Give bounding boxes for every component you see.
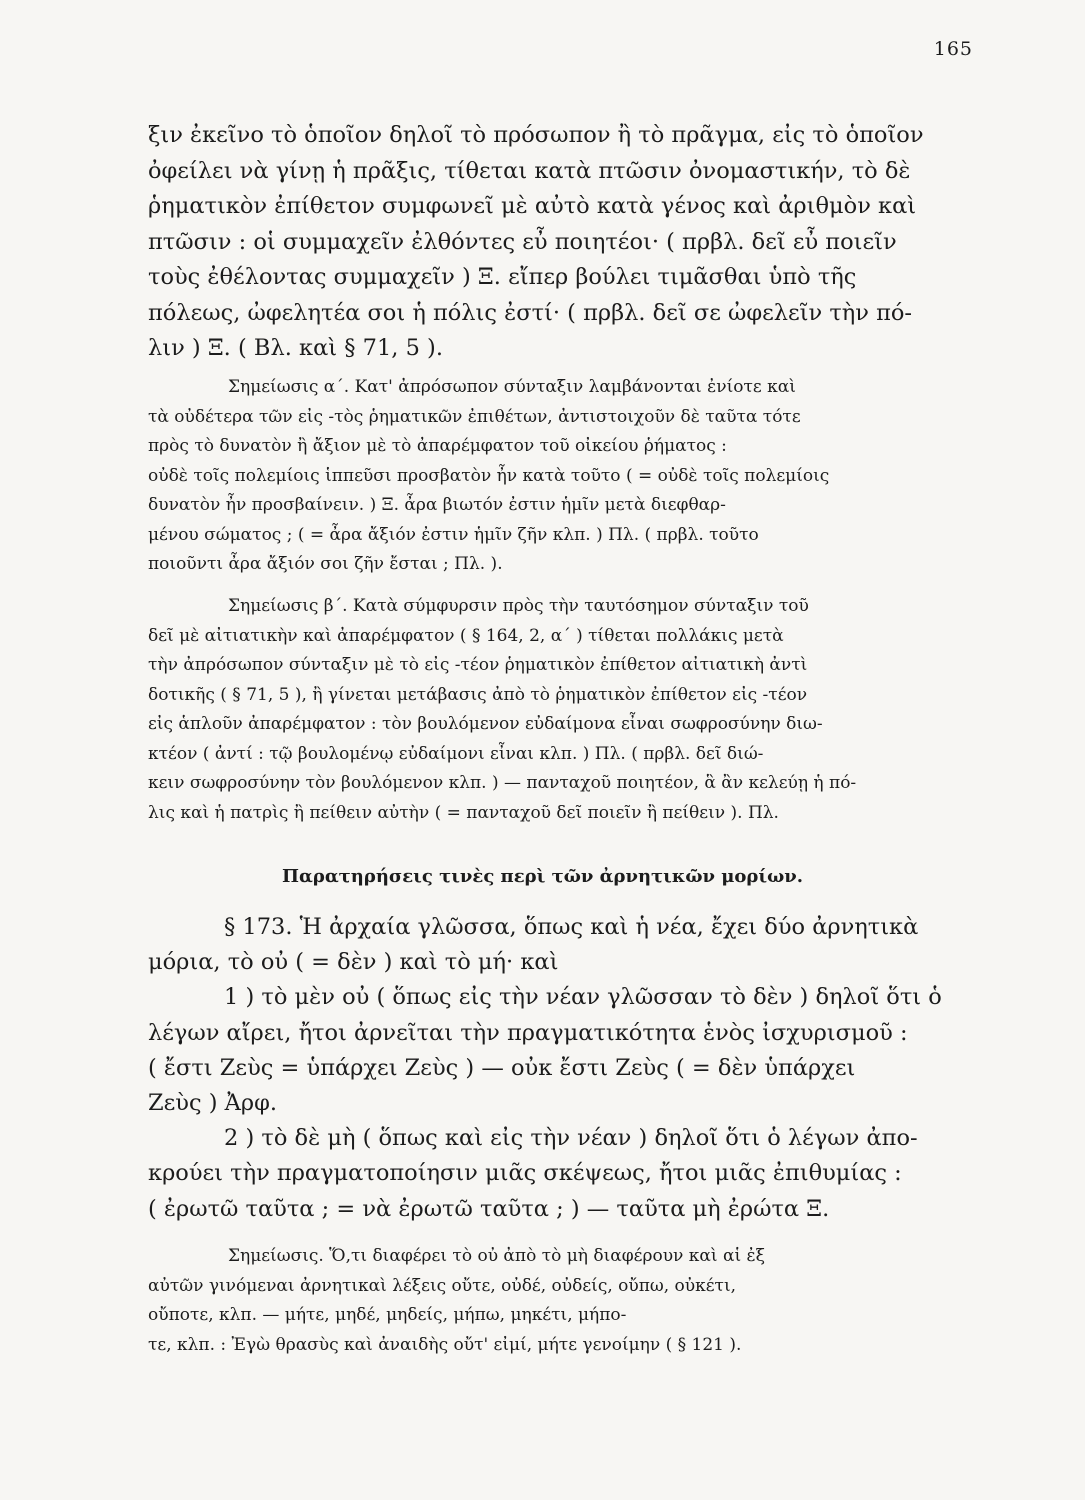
text-line: Ζεὺς ) Ἀρφ. [148,1090,278,1117]
note-line: οὐδὲ τοῖς πολεμίοις ἱππεῦσι προσβατὸν ἦν κατὰ τοῦτο ( = οὐδὲ τοῖς πολεμίοις [148,465,830,486]
note-beta [148,592,980,828]
note-line: τε, κλπ. : Ἐγὼ θρασὺς καὶ ἀναιδὴς οὔτ' εἰμί, μήτε γενοίμην ( § 121 ). [148,1334,742,1355]
text-line: ῥηματικὸν ἐπίθετον συμφωνεῖ μὲ αὐτὸ κατὰ γένος καὶ ἀριθμὸν καὶ [148,193,917,219]
note-line: τὰ οὐδέτερα τῶν εἰς -τὸς ῥηματικῶν ἐπιθέτων, ἀντιστοιχοῦν δὲ ταῦτα τότε [148,406,801,427]
text-line: λιν ) Ξ. ( Βλ. καὶ § 71, 5 ). [148,335,443,361]
note-line: ποιοῦντι ἆρα ἄξιόν σοι ζῆν ἔσται ; Πλ. ). [148,554,503,574]
note-line: αὐτῶν γινόμεναι ἀρνητικαὶ λέξεις οὔτε, οὐδέ, οὐδείς, οὔπω, οὐκέτι, [148,1275,737,1296]
text-line: ( ἔστι Ζεὺς = ὑπάρχει Ζεὺς ) — οὐκ ἔστι Ζεὺς ( = δὲν ὑπάρχει [148,1054,856,1081]
text-line: 1 ) τὸ μὲν οὐ ( ὅπως εἰς τὴν νέαν γλῶσσαν τὸ δὲν ) δηλοῖ ὅτι ὁ [224,984,942,1011]
note-line: Σημείωσις β΄. Κατὰ σύμφυρσιν πρὸς τὴν ταυτόσημον σύνταξιν τοῦ [228,596,809,616]
note-line: δεῖ μὲ αἰτιατικὴν καὶ ἀπαρέμφατον ( § 164, 2, α΄ ) τίθεται πολλάκις μετὰ [148,625,784,646]
note-line: πρὸς τὸ δυνατὸν ἢ ἄξιον μὲ τὸ ἀπαρέμφατον τοῦ οἰκείου ῥήματος : [148,436,727,456]
note-line: Σημείωσις. Ὅ,τι διαφέρει τὸ οὐ ἀπὸ τὸ μὴ διαφέρουν καὶ αἱ ἐξ [228,1246,766,1266]
page-number: 165 [933,38,973,60]
paragraph-section-173 [148,910,980,1227]
note-line: δοτικῆς ( § 71, 5 ), ἢ γίνεται μετάβασις ἀπὸ τὸ ῥηματικὸν ἐπίθετον εἰς -τέον [148,684,808,705]
text-line: τοὺς ἐθέλοντας συμμαχεῖν ) Ξ. εἴπερ βούλει τιμᾶσθαι ὑπὸ τῆς [148,264,857,290]
note-line: εἰς ἁπλοῦν ἀπαρέμφατον : τὸν βουλόμενον εὐδαίμονα εἶναι σωφροσύνην διω- [148,714,823,734]
note-line: οὔποτε, κλπ. — μήτε, μηδέ, μηδείς, μήπω, μηκέτι, μήπο- [148,1305,627,1325]
note-line: Σημείωσις α΄. Κατ' ἀπρόσωπον σύνταξιν λαμβάνονται ἐνίοτε καὶ [228,377,796,397]
text-line: λέγων αἴρει, ἤτοι ἀρνεῖται τὴν πραγματικότητα ἑνὸς ἰσχυρισμοῦ : [148,1019,908,1046]
text-line: § 173. Ἡ ἀρχαία γλῶσσα, ὅπως καὶ ἡ νέα, ἔχει δύο ἀρνητικὰ [224,914,919,940]
text-line: πόλεως, ὠφελητέα σοι ἡ πόλις ἐστί· ( πρβλ. δεῖ σε ὠφελεῖν τὴν πό- [148,299,913,326]
text-line: κρούει τὴν πραγματοποίησιν μιᾶς σκέψεως, ἤτοι μιᾶς ἐπιθυμίας : [148,1160,902,1187]
note-line: λις καὶ ἡ πατρὶς ἢ πείθειν αὐτὴν ( = πανταχοῦ δεῖ ποιεῖν ἢ πείθειν ). Πλ. [148,802,779,823]
paragraph-syntax-continuation [148,118,980,367]
note-line: τὴν ἀπρόσωπον σύνταξιν μὲ τὸ εἰς -τέον ῥηματικὸν ἐπίθετον αἰτιατικὴ ἀντὶ [148,655,808,675]
note-line: κειν σωφροσύνην τὸν βουλόμενον κλπ. ) — πανταχοῦ ποιητέον, ἃ ἂν κελεύῃ ἡ πό- [148,773,857,793]
note-line: δυνατὸν ἦν προσβαίνειν. ) Ξ. ἆρα βιωτόν ἐστιν ἡμῖν μετὰ διεφθαρ- [148,495,726,515]
text-line: πτῶσιν : οἱ συμμαχεῖν ἐλθόντες εὖ ποιητέοι· ( πρβλ. δεῖ εὖ ποιεῖν [148,228,897,255]
text-line: 2 ) τὸ δὲ μὴ ( ὅπως καὶ εἰς τὴν νέαν ) δηλοῖ ὅτι ὁ λέγων ἀπο- [224,1125,918,1152]
text-line: μόρια, τὸ οὐ ( = δὲν ) καὶ τὸ μή· καὶ [148,949,559,976]
section-heading: Παρατηρήσεις τινὲς περὶ τῶν ἀρνητικῶν μορίων. [282,866,803,887]
note-negation [148,1242,980,1360]
note-alpha [148,373,980,580]
note-line: κτέον ( ἀντί : τῷ βουλομένῳ εὐδαίμονι εἶναι κλπ. ) Πλ. ( πρβλ. δεῖ διώ- [148,743,764,764]
text-line: ( ἐρωτῶ ταῦτα ; = νὰ ἐρωτῶ ταῦτα ; ) — ταῦτα μὴ ἐρώτα Ξ. [148,1195,830,1222]
text-line: ξιν ἐκεῖνο τὸ ὁποῖον δηλοῖ τὸ πρόσωπον ἢ τὸ πρᾶγμα, εἰς τὸ ὁποῖον [148,122,924,148]
text-line: ὀφείλει νὰ γίνῃ ἡ πρᾶξις, τίθεται κατὰ πτῶσιν ὀνομαστικήν, τὸ δὲ [148,157,911,184]
note-line: μένου σώματος ; ( = ἆρα ἄξιόν ἐστιν ἡμῖν ζῆν κλπ. ) Πλ. ( πρβλ. τοῦτο [148,524,759,545]
